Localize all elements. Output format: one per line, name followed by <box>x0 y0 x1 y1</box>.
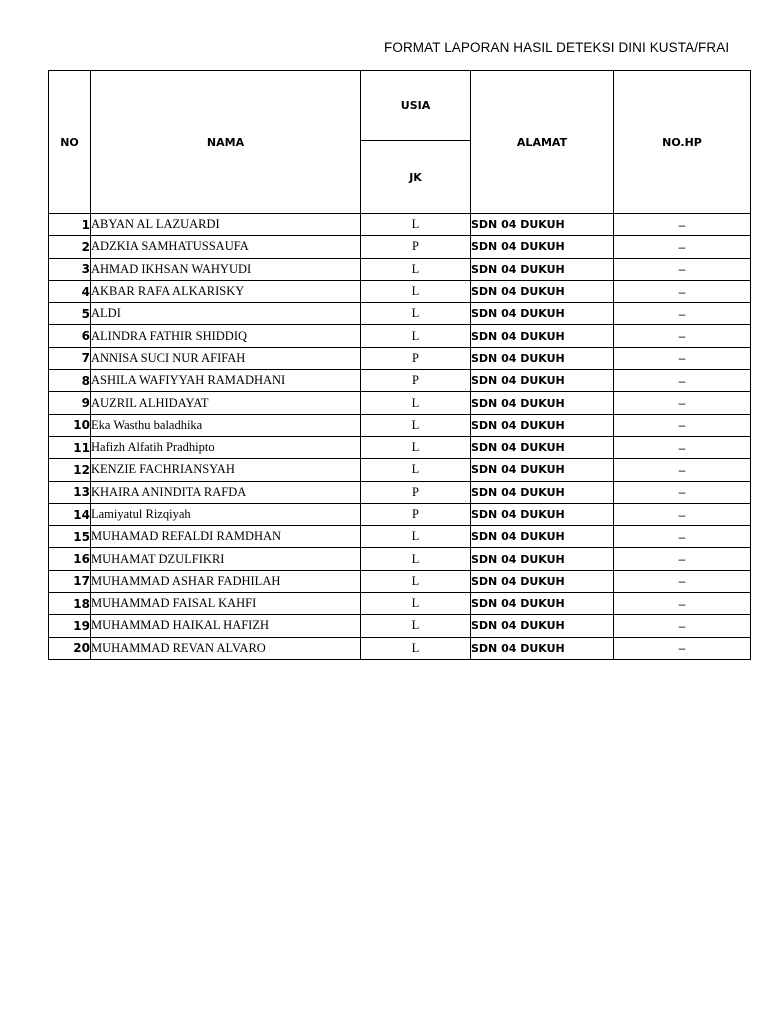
address-cell: SDN 04 DUKUH <box>471 370 614 392</box>
address-cell: SDN 04 DUKUH <box>471 414 614 436</box>
gender-cell: P <box>361 236 471 258</box>
table-row <box>49 214 751 236</box>
student-name-cell: Eka Wasthu baladhika <box>91 414 361 436</box>
phone-number-cell: – <box>614 214 751 236</box>
table-row <box>49 459 751 481</box>
phone-number-cell: – <box>614 303 751 325</box>
gender-cell: L <box>361 258 471 280</box>
gender-cell: P <box>361 370 471 392</box>
gender-cell: L <box>361 548 471 570</box>
gender-cell: P <box>361 347 471 369</box>
row-number-cell: 19 <box>49 615 91 637</box>
address-cell: SDN 04 DUKUH <box>471 637 614 659</box>
address-cell: SDN 04 DUKUH <box>471 280 614 302</box>
row-number-cell: 17 <box>49 570 91 592</box>
gender-cell: L <box>361 280 471 302</box>
header-no: NO <box>49 71 91 214</box>
address-cell: SDN 04 DUKUH <box>471 303 614 325</box>
table-row <box>49 414 751 436</box>
address-cell: SDN 04 DUKUH <box>471 325 614 347</box>
phone-number-cell: – <box>614 236 751 258</box>
student-name-cell: ASHILA WAFIYYAH RAMADHANI <box>91 370 361 392</box>
row-number-cell: 20 <box>49 637 91 659</box>
gender-cell: L <box>361 593 471 615</box>
table-row <box>49 347 751 369</box>
phone-number-cell: – <box>614 593 751 615</box>
table-row <box>49 436 751 458</box>
header-jk: JK <box>361 141 471 214</box>
student-name-cell: ANNISA SUCI NUR AFIFAH <box>91 347 361 369</box>
row-number-cell: 13 <box>49 481 91 503</box>
phone-number-cell: – <box>614 392 751 414</box>
student-name-cell: ADZKIA SAMHATUSSAUFA <box>91 236 361 258</box>
student-name-cell: ALINDRA FATHIR SHIDDIQ <box>91 325 361 347</box>
row-number-cell: 3 <box>49 258 91 280</box>
table-row <box>49 236 751 258</box>
table-row <box>49 392 751 414</box>
address-cell: SDN 04 DUKUH <box>471 347 614 369</box>
gender-cell: L <box>361 392 471 414</box>
student-name-cell: KHAIRA ANINDITA RAFDA <box>91 481 361 503</box>
phone-number-cell: – <box>614 548 751 570</box>
table-row <box>49 503 751 525</box>
student-name-cell: MUHAMAT DZULFIKRI <box>91 548 361 570</box>
student-name-cell: Hafizh Alfatih Pradhipto <box>91 436 361 458</box>
header-nama: NAMA <box>91 71 361 214</box>
row-number-cell: 5 <box>49 303 91 325</box>
student-name-cell: MUHAMMAD HAIKAL HAFIZH <box>91 615 361 637</box>
row-number-cell: 7 <box>49 347 91 369</box>
address-cell: SDN 04 DUKUH <box>471 593 614 615</box>
table-row <box>49 370 751 392</box>
phone-number-cell: – <box>614 459 751 481</box>
phone-number-cell: – <box>614 570 751 592</box>
student-name-cell: ABYAN AL LAZUARDI <box>91 214 361 236</box>
gender-cell: L <box>361 436 471 458</box>
address-cell: SDN 04 DUKUH <box>471 392 614 414</box>
student-name-cell: MUHAMMAD ASHAR FADHILAH <box>91 570 361 592</box>
phone-number-cell: – <box>614 503 751 525</box>
row-number-cell: 16 <box>49 548 91 570</box>
address-cell: SDN 04 DUKUH <box>471 615 614 637</box>
table-row <box>49 258 751 280</box>
address-cell: SDN 04 DUKUH <box>471 503 614 525</box>
student-name-cell: MUHAMMAD FAISAL KAHFI <box>91 593 361 615</box>
row-number-cell: 6 <box>49 325 91 347</box>
row-number-cell: 2 <box>49 236 91 258</box>
phone-number-cell: – <box>614 370 751 392</box>
table-row <box>49 325 751 347</box>
row-number-cell: 11 <box>49 436 91 458</box>
phone-number-cell: – <box>614 481 751 503</box>
document-title: FORMAT LAPORAN HASIL DETEKSI DINI KUSTA/FRAI <box>384 40 730 55</box>
table-row <box>49 615 751 637</box>
phone-number-cell: – <box>614 637 751 659</box>
table-row <box>49 303 751 325</box>
gender-cell: P <box>361 503 471 525</box>
address-cell: SDN 04 DUKUH <box>471 526 614 548</box>
table-row <box>49 570 751 592</box>
address-cell: SDN 04 DUKUH <box>471 214 614 236</box>
gender-cell: L <box>361 570 471 592</box>
phone-number-cell: – <box>614 526 751 548</box>
student-name-cell: AHMAD IKHSAN WAHYUDI <box>91 258 361 280</box>
table-row <box>49 637 751 659</box>
header-nohp: NO.HP <box>614 71 751 214</box>
table-row <box>49 481 751 503</box>
row-number-cell: 15 <box>49 526 91 548</box>
gender-cell: L <box>361 325 471 347</box>
table-header <box>49 71 751 214</box>
gender-cell: L <box>361 459 471 481</box>
student-name-cell: AKBAR RAFA ALKARISKY <box>91 280 361 302</box>
student-name-cell: AUZRIL ALHIDAYAT <box>91 392 361 414</box>
gender-cell: L <box>361 214 471 236</box>
row-number-cell: 1 <box>49 214 91 236</box>
gender-cell: L <box>361 414 471 436</box>
student-name-cell: Lamiyatul Rizqiyah <box>91 503 361 525</box>
phone-number-cell: – <box>614 280 751 302</box>
row-number-cell: 18 <box>49 593 91 615</box>
gender-cell: P <box>361 481 471 503</box>
student-name-cell: MUHAMAD REFALDI RAMDHAN <box>91 526 361 548</box>
phone-number-cell: – <box>614 615 751 637</box>
gender-cell: L <box>361 303 471 325</box>
gender-cell: L <box>361 526 471 548</box>
address-cell: SDN 04 DUKUH <box>471 436 614 458</box>
phone-number-cell: – <box>614 258 751 280</box>
address-cell: SDN 04 DUKUH <box>471 236 614 258</box>
row-number-cell: 9 <box>49 392 91 414</box>
address-cell: SDN 04 DUKUH <box>471 548 614 570</box>
student-name-cell: ALDI <box>91 303 361 325</box>
table-body <box>49 214 751 660</box>
address-cell: SDN 04 DUKUH <box>471 481 614 503</box>
gender-cell: L <box>361 637 471 659</box>
row-number-cell: 12 <box>49 459 91 481</box>
phone-number-cell: – <box>614 436 751 458</box>
row-number-cell: 10 <box>49 414 91 436</box>
phone-number-cell: – <box>614 325 751 347</box>
phone-number-cell: – <box>614 414 751 436</box>
phone-number-cell: – <box>614 347 751 369</box>
table-row <box>49 548 751 570</box>
address-cell: SDN 04 DUKUH <box>471 459 614 481</box>
header-alamat: ALAMAT <box>471 71 614 214</box>
table-row <box>49 593 751 615</box>
report-table <box>48 70 751 660</box>
row-number-cell: 8 <box>49 370 91 392</box>
row-number-cell: 4 <box>49 280 91 302</box>
gender-cell: L <box>361 615 471 637</box>
header-usia: USIA <box>361 71 471 141</box>
address-cell: SDN 04 DUKUH <box>471 570 614 592</box>
table-row <box>49 280 751 302</box>
student-name-cell: MUHAMMAD REVAN ALVARO <box>91 637 361 659</box>
student-name-cell: KENZIE FACHRIANSYAH <box>91 459 361 481</box>
table-row <box>49 526 751 548</box>
row-number-cell: 14 <box>49 503 91 525</box>
address-cell: SDN 04 DUKUH <box>471 258 614 280</box>
